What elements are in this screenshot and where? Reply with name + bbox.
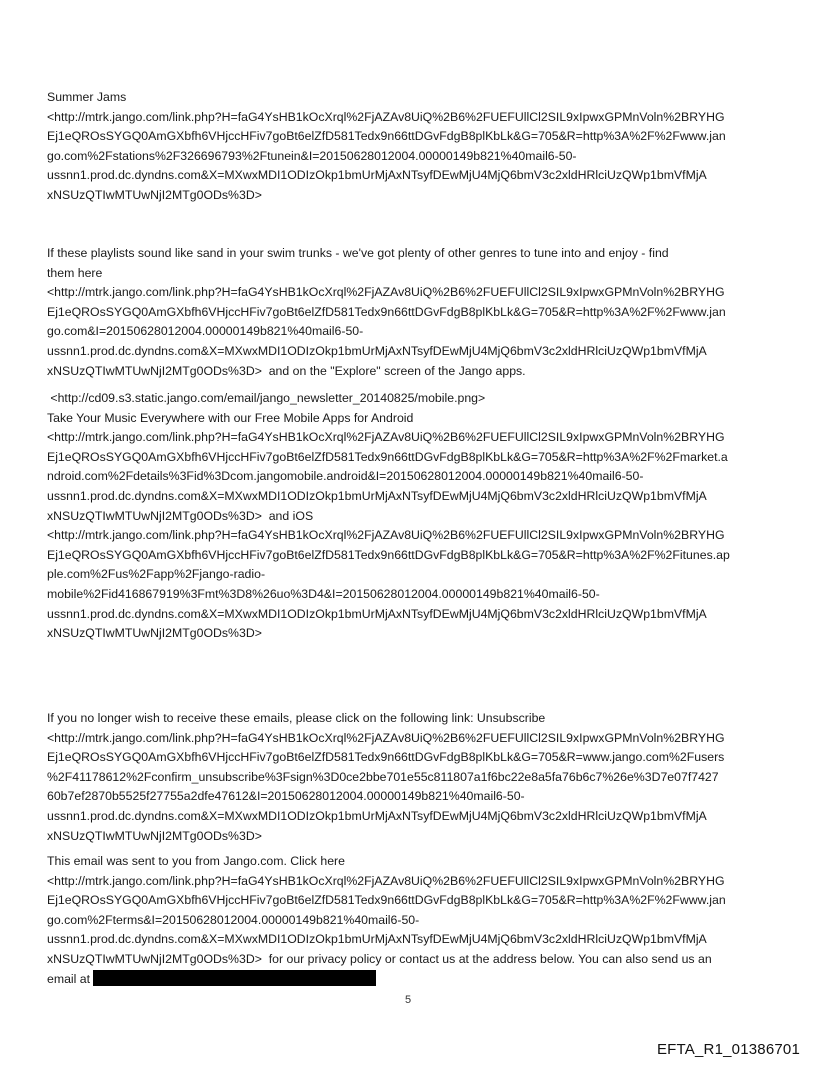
tracking-link-text[interactable]: <http://mtrk.jango.com/link.php?H=faG4YsHB1kOcXrql%2FjAZAv8UiQ%2B6%2FUEFUllCl2SIL9xIpwxGPMnVoln%2BRYHG — [47, 109, 725, 124]
body-text: If these playlists sound like sand in your swim trunks - we've got plenty of other genres to tune into and enjoy - find — [47, 246, 669, 260]
tracking-link-text[interactable]: Ej1eQROsSYGQ0AmGXbfh6VHjccHFiv7goBt6elZfD581Tedx9n66ttDGvFdgB8plKbLk&G=705&R=http%3A%2F%2Fwww.jan — [47, 304, 726, 319]
tracking-link-text[interactable]: xNSUzQTIwMTUwNjI2MTg0ODs%3D> — [47, 187, 262, 202]
section-heading: Summer Jams — [47, 90, 127, 104]
unsubscribe-link-text[interactable]: %2F41178612%2Fconfirm_unsubscribe%3Fsign%3D0ce2bbe701e55c811807a1f6bc22e8a5fa76b6c7%26e%3D7e07f7427 — [47, 769, 719, 784]
tracking-link-text[interactable]: Ej1eQROsSYGQ0AmGXbfh6VHjccHFiv7goBt6elZfD581Tedx9n66ttDGvFdgB8plKbLk&G=705&R=http%3A%2F%2Fwww.jan — [47, 129, 726, 144]
ios-link-text[interactable]: Ej1eQROsSYGQ0AmGXbfh6VHjccHFiv7goBt6elZfD581Tedx9n66ttDGvFdgB8plKbLk&G=705&R=http%3A%2F%2Fitunes.ap — [47, 547, 730, 562]
body-text: them here — [47, 265, 103, 280]
body-text: If you no longer wish to receive these emails, please click on the following link: Unsubscribe — [47, 711, 546, 725]
mobile-apps-block — [47, 389, 769, 644]
unsubscribe-link-text[interactable]: Ej1eQROsSYGQ0AmGXbfh6VHjccHFiv7goBt6elZfD581Tedx9n66ttDGvFdgB8plKbLk&G=705&R=www.jango.com%2Fusers — [47, 750, 725, 765]
tracking-link-text[interactable]: go.com%2Fstations%2F326696793%2Ftunein&I=20150628012004.00000149b821%40mail6-50- — [47, 148, 577, 163]
tracking-link-text[interactable]: ussnn1.prod.dc.dyndns.com&X=MXwxMDI1ODIzOkp1bmUrMjAxNTsyfDEwMjU4MjQ6bmV3c2xldHRlciUzQWp1bmVfMjA — [47, 168, 707, 183]
unsubscribe-block — [47, 709, 769, 846]
email-line — [47, 970, 769, 990]
ios-link-text[interactable]: <http://mtrk.jango.com/link.php?H=faG4YsHB1kOcXrql%2FjAZAv8UiQ%2B6%2FUEFUllCl2SIL9xIpwxGPMnVoln%2BRYHG — [47, 528, 725, 543]
terms-link-text[interactable]: go.com%2Fterms&I=20150628012004.00000149b821%40mail6-50- — [47, 912, 420, 927]
terms-link-text[interactable]: ussnn1.prod.dc.dyndns.com&X=MXwxMDI1ODIzOkp1bmUrMjAxNTsyfDEwMjU4MjQ6bmV3c2xldHRlciUzQWp1bmVfMjA — [47, 932, 707, 947]
body-text: Take Your Music Everywhere with our Free Mobile Apps for Android — [47, 410, 414, 425]
tracking-link-text[interactable]: ussnn1.prod.dc.dyndns.com&X=MXwxMDI1ODIzOkp1bmUrMjAxNTsyfDEwMjU4MjQ6bmV3c2xldHRlciUzQWp1bmVfMjA — [47, 343, 707, 358]
tracking-link-text[interactable]: <http://mtrk.jango.com/link.php?H=faG4YsHB1kOcXrql%2FjAZAv8UiQ%2B6%2FUEFUllCl2SIL9xIpwxGPMnVoln%2BRYHG — [47, 285, 725, 300]
summer-jams-block — [47, 88, 769, 206]
redaction-box — [93, 970, 376, 986]
unsubscribe-link-text[interactable]: <http://mtrk.jango.com/link.php?H=faG4YsHB1kOcXrql%2FjAZAv8UiQ%2B6%2FUEFUllCl2SIL9xIpwxGPMnVoln%2BRYHG — [47, 730, 725, 745]
terms-link-text[interactable]: Ej1eQROsSYGQ0AmGXbfh6VHjccHFiv7goBt6elZfD581Tedx9n66ttDGvFdgB8plKbLk&G=705&R=http%3A%2F%2Fwww.jan — [47, 893, 726, 908]
android-link-text[interactable]: ussnn1.prod.dc.dyndns.com&X=MXwxMDI1ODIzOkp1bmUrMjAxNTsyfDEwMjU4MjQ6bmV3c2xldHRlciUzQWp1bmVfMjA — [47, 488, 707, 503]
android-link-text[interactable]: ndroid.com%2Fdetails%3Fid%3Dcom.jangomobile.android&I=20150628012004.00000149b821%40mail6-50- — [47, 469, 644, 484]
unsubscribe-link-text[interactable]: xNSUzQTIwMTUwNjI2MTg0ODs%3D> — [47, 828, 262, 843]
tracking-link-text[interactable]: xNSUzQTIwMTUwNjI2MTg0ODs%3D> and on the "Explore" screen of the Jango apps. — [47, 363, 526, 378]
ios-link-text[interactable]: xNSUzQTIwMTUwNjI2MTg0ODs%3D> — [47, 626, 262, 641]
document-id: EFTA_R1_01386701 — [656, 1041, 800, 1058]
unsubscribe-link-text[interactable]: 60b7ef2870b5525f27755a2dfe47612&I=20150628012004.00000149b821%40mail6-50- — [47, 789, 525, 804]
image-link-text[interactable]: <http://cd09.s3.static.jango.com/email/jango_newsletter_20140825/mobile.png> — [47, 391, 486, 405]
unsubscribe-link-text[interactable]: ussnn1.prod.dc.dyndns.com&X=MXwxMDI1ODIzOkp1bmUrMjAxNTsyfDEwMjU4MjQ6bmV3c2xldHRlciUzQWp1bmVfMjA — [47, 808, 707, 823]
genres-block — [47, 244, 769, 381]
page-number: 5 — [404, 994, 412, 1006]
ios-link-text[interactable]: ussnn1.prod.dc.dyndns.com&X=MXwxMDI1ODIzOkp1bmUrMjAxNTsyfDEwMjU4MjQ6bmV3c2xldHRlciUzQWp1bmVfMjA — [47, 606, 707, 621]
ios-link-text[interactable]: mobile%2Fid416867919%3Fmt%3D8%26uo%3D4&I=20150628012004.00000149b821%40mail6-50- — [47, 586, 600, 601]
android-link-text[interactable]: <http://mtrk.jango.com/link.php?H=faG4YsHB1kOcXrql%2FjAZAv8UiQ%2B6%2FUEFUllCl2SIL9xIpwxGPMnVoln%2BRYHG — [47, 430, 725, 445]
sent-from-block — [47, 852, 769, 989]
terms-link-text[interactable]: <http://mtrk.jango.com/link.php?H=faG4YsHB1kOcXrql%2FjAZAv8UiQ%2B6%2FUEFUllCl2SIL9xIpwxGPMnVoln%2BRYHG — [47, 873, 725, 888]
android-link-text[interactable]: xNSUzQTIwMTUwNjI2MTg0ODs%3D> and iOS — [47, 508, 314, 523]
tracking-link-text[interactable]: go.com&I=20150628012004.00000149b821%40mail6-50- — [47, 324, 364, 339]
android-link-text[interactable]: Ej1eQROsSYGQ0AmGXbfh6VHjccHFiv7goBt6elZfD581Tedx9n66ttDGvFdgB8plKbLk&G=705&R=http%3A%2F%2Fmarket.a — [47, 449, 728, 464]
ios-link-text[interactable]: ple.com%2Fus%2Fapp%2Fjango-radio- — [47, 567, 266, 582]
terms-link-text[interactable]: xNSUzQTIwMTUwNjI2MTg0ODs%3D> for our privacy policy or contact us at the address below. You can also send us an — [47, 951, 712, 966]
email-prefix: email at — [47, 971, 94, 986]
body-text: This email was sent to you from Jango.com. Click here — [47, 854, 345, 868]
